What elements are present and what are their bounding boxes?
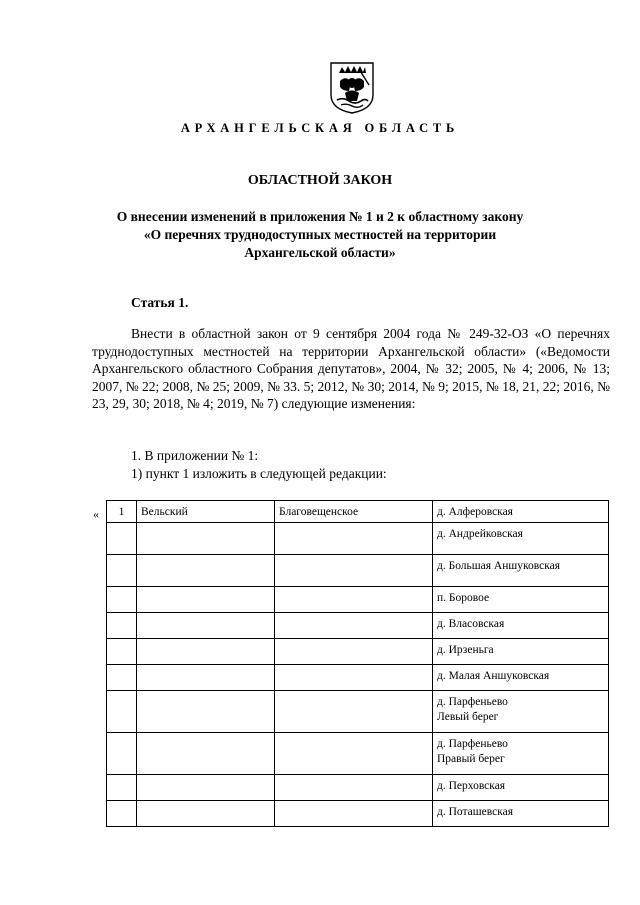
district-cell — [137, 587, 275, 613]
region-name: АРХАНГЕЛЬСКАЯ ОБЛАСТЬ — [180, 121, 460, 135]
law-title-line: Архангельской области» — [244, 245, 396, 260]
law-type: ОБЛАСТНОЙ ЗАКОН — [247, 173, 393, 188]
row-number-cell — [107, 639, 137, 665]
locality-cell: д. Перховская — [433, 775, 609, 801]
locality-cell: д. Большая Аншуковская — [433, 555, 609, 587]
table-row — [107, 775, 609, 801]
row-number-cell — [107, 523, 137, 555]
article-heading: Статья 1. — [131, 295, 189, 310]
locality-cell: д. Парфеньево Левый берег — [433, 691, 609, 733]
locality-cell: д. Малая Аншуковская — [433, 665, 609, 691]
district-cell — [137, 733, 275, 775]
settlement-cell: Благовещенское — [275, 501, 433, 523]
settlement-cell — [275, 801, 433, 827]
table-row — [107, 587, 609, 613]
locality-cell: д. Ирзеньга — [433, 639, 609, 665]
row-number-cell — [107, 665, 137, 691]
district-cell — [137, 665, 275, 691]
table-row — [107, 691, 609, 733]
district-cell — [137, 555, 275, 587]
settlement-cell — [275, 523, 433, 555]
table-row — [107, 733, 609, 775]
district-cell — [137, 801, 275, 827]
amendment-item-line: 1. В приложении № 1: — [131, 448, 259, 463]
table-row — [107, 555, 609, 587]
locality-cell: д. Поташевская — [433, 801, 609, 827]
row-number-cell — [107, 613, 137, 639]
row-number-cell — [107, 733, 137, 775]
article-intro-paragraph — [92, 325, 610, 413]
amendment-item — [131, 447, 387, 482]
table-row — [107, 665, 609, 691]
row-number-cell: 1 — [107, 501, 137, 523]
district-cell: Вельский — [137, 501, 275, 523]
table-row — [107, 639, 609, 665]
row-number-cell — [107, 775, 137, 801]
settlement-cell — [275, 733, 433, 775]
locality-cell: д. Парфеньево Правый берег — [433, 733, 609, 775]
locality-cell: д. Андрейковская — [433, 523, 609, 555]
district-cell — [137, 523, 275, 555]
settlement-cell — [275, 613, 433, 639]
district-cell — [137, 775, 275, 801]
amendment-item-line: 1) пункт 1 изложить в следующей редакции: — [131, 465, 387, 481]
opening-quote: « — [93, 507, 99, 521]
localities-table — [106, 500, 609, 827]
row-number-cell — [107, 587, 137, 613]
table-row — [107, 501, 609, 523]
locality-cell: п. Боровое — [433, 587, 609, 613]
settlement-cell — [275, 691, 433, 733]
row-number-cell — [107, 555, 137, 587]
law-title-line: О внесении изменений в приложения № 1 и 2 к областному закону — [116, 209, 524, 224]
localities-table-body — [107, 501, 609, 827]
table-row — [107, 523, 609, 555]
settlement-cell — [275, 555, 433, 587]
settlement-cell — [275, 665, 433, 691]
district-cell — [137, 613, 275, 639]
article-intro-text: Внести в областной закон от 9 сентября 2004 года № 249-32-ОЗ «О перечнях труднодоступных местностей на территории Архангельской области» («Ведомости Архангельского областного Собрания депутатов», 2004, № 32; 2005, № 4; 2006, № 13; 2007, № 22; 2008, № 25; 2009, № 33. 5; 2012, № 30; 2014, № 9; 2015, № 18, 21, 22; 2016, № 23, 29, 30; 2018, № 4; 2019, № 7) следующие изменения: — [92, 326, 610, 412]
settlement-cell — [275, 639, 433, 665]
table-row — [107, 801, 609, 827]
locality-cell: д. Власовская — [433, 613, 609, 639]
row-number-cell — [107, 801, 137, 827]
district-cell — [137, 639, 275, 665]
locality-cell: д. Алферовская — [433, 501, 609, 523]
law-title-line: «О перечнях труднодоступных местностей на территории — [143, 227, 497, 242]
table-row — [107, 613, 609, 639]
settlement-cell — [275, 775, 433, 801]
law-title — [80, 208, 560, 262]
coat-of-arms-icon — [329, 61, 375, 114]
settlement-cell — [275, 587, 433, 613]
row-number-cell — [107, 691, 137, 733]
district-cell — [137, 691, 275, 733]
